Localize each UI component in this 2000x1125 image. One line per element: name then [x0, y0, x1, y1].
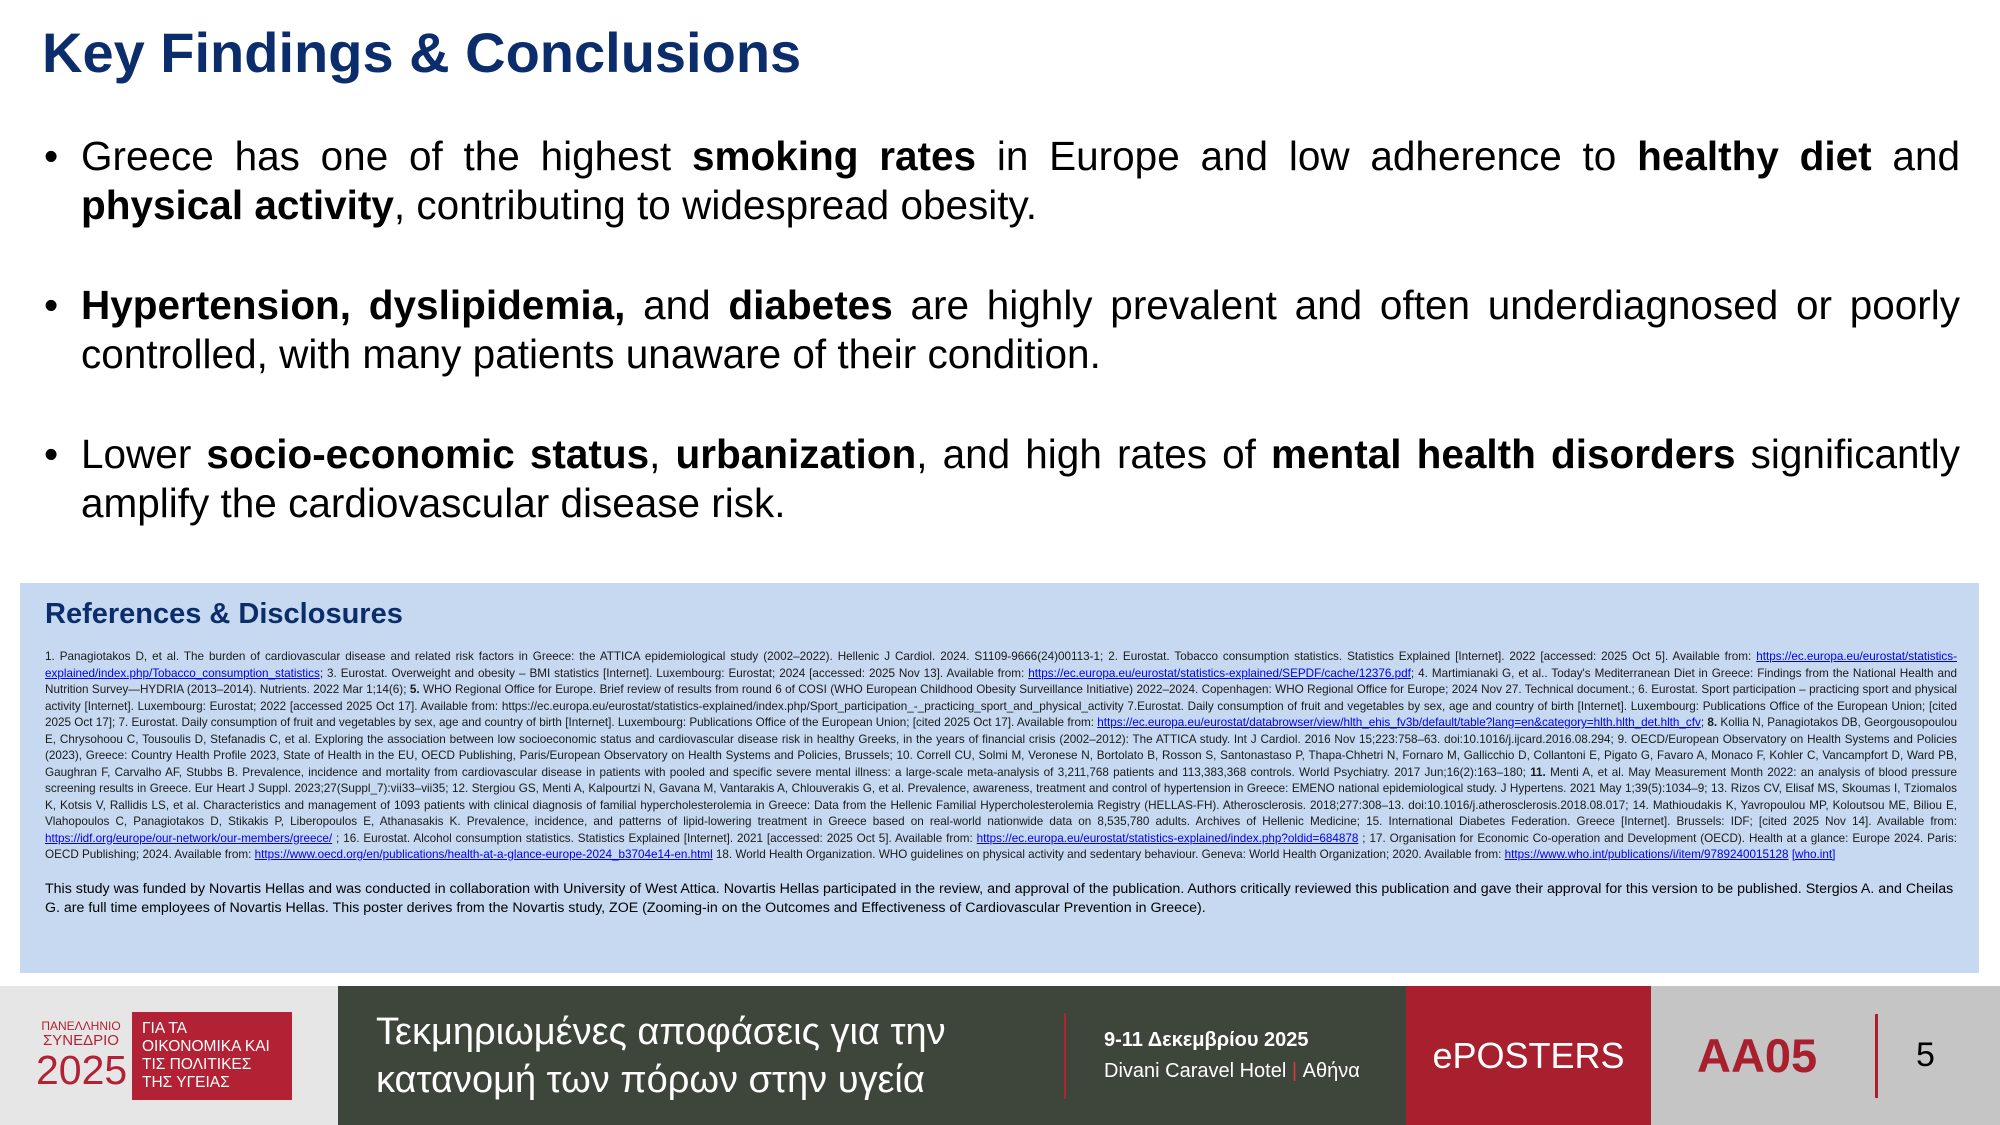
logo-box: ΓΙΑ ΤΑ ΟΙΚΟΝΟΜΙΚΑ ΚΑΙ ΤΙΣ ΠΟΛΙΤΙΚΕΣ ΤΗΣ ΥΓΕΙΑΣ — [132, 1012, 292, 1100]
finding-text — [81, 430, 1960, 528]
bullet-icon: • — [44, 282, 59, 328]
key-findings-list — [44, 132, 1960, 579]
bold-text: 5. — [409, 683, 420, 696]
text-segment: , — [649, 431, 676, 477]
bold-text: Hypertension, dyslipidemia, — [81, 282, 626, 328]
logo-year: 2025 — [36, 1047, 128, 1093]
reference-link[interactable]: https://ec.europa.eu/eurostat/statistics-explained/index.php?oldid=684878 — [976, 831, 1359, 845]
bold-text: 11. — [1530, 765, 1546, 779]
venue-city: Αθήνα — [1302, 1059, 1360, 1082]
reference-link[interactable]: https://ec.europa.eu/eurostat/databrowser/view/hlth_ehis_fv3b/default/table?lang=en&category=hlth.hlth_det.hlth_cfv — [1097, 716, 1701, 729]
bold-text: healthy diet — [1637, 133, 1872, 179]
page-number: 5 — [1916, 1036, 1935, 1074]
reference-link[interactable]: https://www.oecd.org/en/publications/health-at-a-glance-europe-2024_b3704e14-en.html — [254, 848, 713, 861]
text-segment: , contributing to widespread obesity. — [393, 182, 1038, 228]
text-segment: ; 17. Organisation for Economic Co-operation and Development (OECD). Health at a glance: Europe 2024. Paris: OECD Publishing; 2024. Available from: — [45, 831, 1957, 861]
finding-item — [44, 430, 1960, 528]
text-segment: WHO Regional Office for Europe. Brief review of results from round 6 of COSI (WHO European Childhood Obesity Surveillance Initiative) 2022–2024. Copenhagen: WHO Regional Office for Europe; 2024 Nov 27. Technical document.; 6. Eurostat. Sport participation – practicing sport and physical activity [Internet]. Luxembourg: Eurostat; 2022 [accessed 2025 Oct 17]. Available from: https://ec.europa.eu/eurostat/statistics-explained/index.php/Sport_participation_-_practicing_sport_and_physical_activity 7.Eurostat. Daily consumption of fruit and vegetables by sex, age and country of birth [Internet]. Luxembourg: Publications Office of the European Union; [cited 2025 Oct 17]; 7. Eurostat. Daily consumption of fruit and vegetables by sex, age and country of birth [Internet]. Luxembourg: Publications Office of the European Union; [cited 2025 Oct 17]. Available from: — [45, 683, 1957, 729]
reference-link[interactable]: https://idf.org/europe/our-network/our-members/greece/ — [45, 831, 333, 845]
text-segment: 1. Panagiotakos D, et al. The burden of cardiovascular disease and related risk factors in Greece: the ATTICA epidemiological study (2002–2022). Hellenic J Cardiol. 2024. S1109-9666(24)00113-1; 2. Eurostat. Tobacco consumption statistics. Statistics Explained [Internet]. 2022 [accessed: 2025 Oct 5]. Available from: — [45, 650, 1757, 663]
bold-text: mental health disorders — [1270, 431, 1736, 477]
text-segment: are highly prevalent and often underdiagnosed or poorly controlled, with many patients unaware of their condition. — [81, 282, 1961, 377]
bold-text: socio-economic status — [206, 431, 650, 477]
finding-item — [44, 132, 1960, 230]
bold-text: diabetes — [728, 282, 893, 328]
bullet-icon: • — [44, 133, 59, 179]
text-segment: 18. World Health Organization. WHO guidelines on physical activity and sedentary behaviour. Geneva: World Health Organization; 2020. Available from: — [712, 848, 1505, 861]
references-panel — [20, 583, 1979, 973]
page-title: Key Findings & Conclusions — [42, 21, 802, 84]
footer-banner — [0, 986, 2000, 1125]
reference-link[interactable]: https://ec.europa.eu/eurostat/statistics-explained/index.php/Tobacco_consumption_statistics — [45, 650, 1957, 680]
event-venue — [1104, 1060, 1360, 1083]
poster-code: AA05 — [1697, 1029, 1818, 1082]
bullet-icon: • — [44, 431, 59, 477]
conference-info — [338, 986, 1406, 1125]
text-segment: Lower — [81, 431, 207, 477]
bold-text: 8. — [1707, 716, 1718, 729]
poster-code-panel — [1651, 986, 2000, 1125]
text-segment: and — [625, 282, 729, 328]
finding-text — [81, 132, 1960, 230]
venue-name: Divani Caravel Hotel — [1104, 1059, 1287, 1082]
venue-separator: | — [1291, 1059, 1298, 1082]
text-segment: ; 16. Eurostat. Alcohol consumption statistics. Statistics Explained [Internet]. 2021 [accessed: 2025 Oct 5]. Available from: — [332, 831, 977, 845]
text-segment: ; 4. Martimianaki G, et al.. Today's Mediterranean Diet in Greece: Findings from the National Health and Nutrition Survey—HYDRIA (2013–2014). Nutrients. 2022 Mar 1;14(6); — [45, 666, 1958, 696]
text-segment: Menti A, et al. May Measurement Month 2022: an analysis of blood pressure screening results in Greece. Eur Heart J Suppl. 2023;27(Suppl_7):vii33–vii35; 12. Stergiou GS, Menti A, Kalpourtzi N, Gavana M, Vantarakis A, Chlouverakis G, et al. Prevalence, awareness, treatment and control of hypertension in Greece: EMENO national epidemiological study. J Hypertens. 2021 May 1;39(5):1034–9; 13. Rizos CV, Elisaf MS, Skoumas I, Tziomalos K, Kotsis V, Rallidis LS, et al. Characteristics and management of 1093 patients with clinical diagnosis of familial hypercholesterolemia in Greece: Data from the Hellenic Familial Hypercholesterolemia Registry (HELLAS-FH). Atherosclerosis. 2018;277:308–13. doi:10.1016/j.atherosclerosis.2018.08.017; 14. Mathioudakis K, Yavropoulou MP, Koloutsou ME, Biliou E, Vlahopoulos C, Panagiotakos D, Stikakis P, Liberopoulos E, Athanasakis K. Prevalence, incidence, and patterns of lipid-lowering treatment in Greece based on real-world nationwide data on 8,535,780 adults. Archives of Hellenic Medicine; 15. International Diabetes Federation. Greece [Internet]. Brussels: IDF; [cited 2025 Nov 14]. Available from: — [45, 765, 1957, 828]
finding-text — [81, 281, 1960, 379]
bold-text: smoking rates — [691, 133, 977, 179]
bold-text: urbanization — [675, 431, 917, 477]
divider — [1064, 1013, 1066, 1099]
event-details — [1104, 1029, 1360, 1083]
text-segment: in Europe and low adherence to — [976, 133, 1638, 179]
logo-line2: ΣΥΝΕΔΡΙΟ — [43, 1032, 119, 1049]
conference-title: Τεκμηριωμένες αποφάσεις για την κατανομή των πόρων στην υγεία — [376, 1010, 946, 1101]
text-segment: Kollia N, Panagiotakos DB, Georgousopoulou E, Chrysohoou C, Tousoulis D, Stefanadis C, et al. Exploring the association between low socioeconomic status and cardiovascular disease risk in healthy Greeks, in the years of financial crisis (2002–2012): The ATTICA study. Int J Cardiol. 2016 Nov 15;223:758–63. doi:10.1016/j.ijcard.2016.08.294; 9. OECD/European Observatory on Health Systems and Policies (2023), Greece: Country Health Profile 2023, State of Health in the EU, OECD Publishing, Paris/European Observatory on Health Systems and Policies, Brussels; 10. Correll CU, Solmi M, Veronese N, Bortolato B, Rosson S, Santonastaso P, Thapa-Chhetri N, Fornaro M, Gallicchio D, Collantoni E, Pigato G, Favaro A, Monaco F, Kohler C, Vancampfort D, Ward PB, Gaughran F, Carvalho AF, Stubbs B. Prevalence, incidence and mortality from cardiovascular disease in patients with pooled and specific severe mental illness: a large-scale meta-analysis of 3,211,768 patients and 113,383,368 controls. World Psychiatry. 2017 Jun;16(2):163–180; — [45, 716, 1957, 779]
funding-disclosure: This study was funded by Novartis Hellas and was conducted in collaboration with University of West Attica. Novartis Hellas participated in the review, and approval of the publication. Authors critically reviewed this publication and gave their approval for this version to be published. Stergios A. and Cheilas G. are full time employees of Novartis Hellas. This poster derives from the Novartis study, ZOE (Zooming-in on the Outcomes and Effectiveness of Cardiovascular Prevention in Greece). — [45, 880, 1954, 916]
logo-line1: ΠΑΝΕΛΛΗΝΙΟ — [41, 1019, 121, 1033]
eposters-label: ePOSTERS — [1406, 986, 1651, 1125]
bold-text: physical activity — [81, 182, 394, 228]
text-segment: ; — [1700, 716, 1708, 729]
text-segment: , and high rates of — [916, 431, 1271, 477]
references-text — [45, 649, 1957, 864]
text-segment: Greece has one of the highest — [81, 133, 692, 179]
reference-link[interactable]: https://ec.europa.eu/eurostat/statistics-explained/SEPDF/cache/12376.pdf — [1028, 666, 1411, 680]
text-segment: ; 3. Eurostat. Overweight and obesity – BMI statistics [Internet]. Luxembourg: Eurostat; 2024 [accessed: 2025 Nov 13]. Available from: — [319, 666, 1029, 680]
references-title: References & Disclosures — [45, 598, 403, 630]
divider — [1875, 1014, 1878, 1098]
reference-link[interactable]: https://www.who.int/publications/i/item/9789240015128 — [1504, 848, 1789, 861]
text-segment: significantly amplify the cardiovascular disease risk. — [81, 431, 1960, 526]
reference-link[interactable]: [who.int] — [1791, 848, 1836, 861]
text-segment: and — [1871, 133, 1960, 179]
finding-item — [44, 281, 1960, 379]
event-dates: 9-11 Δεκεμβρίου 2025 — [1104, 1028, 1309, 1051]
congress-logo — [0, 986, 338, 1125]
logo-text — [36, 1020, 126, 1091]
